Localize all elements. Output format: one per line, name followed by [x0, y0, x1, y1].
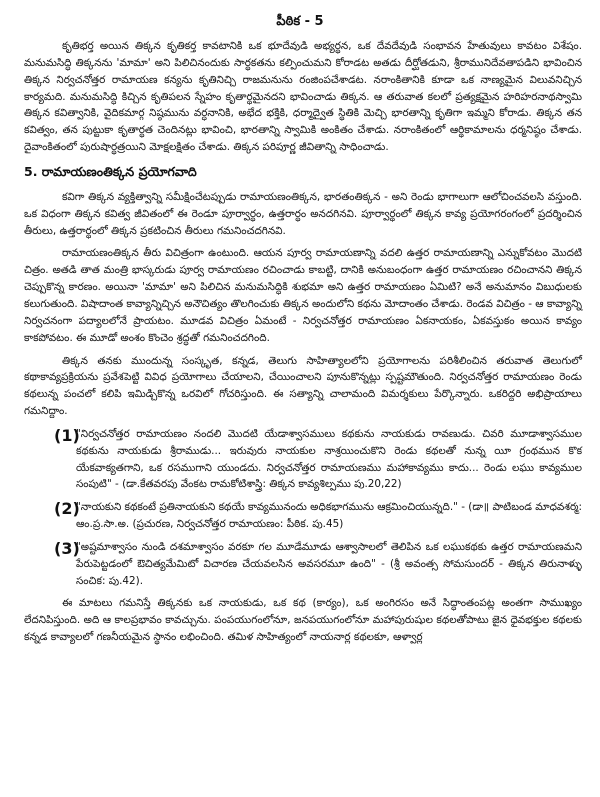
quote-text: "నాయకుని కథకంటే ప్రతినాయకుని కథయే కావ్యమునందు అధికభాగమును ఆక్రమించియున్నది." - (డా॥ పాటిబండ మాధవశర్మ: ఆం.ప్ర.సా.అ. (ప్రచురణ, నిర్వచనోత్తర రామాయణం: పీఠిక. పు.45) [76, 501, 582, 531]
section-heading: 5. రామాయణంతిక్కన ప్రయోగవాది [24, 163, 197, 179]
quote-text: "అష్టమాశ్వాసం నుండి దశమాశ్వాసం వరకూ గల మూడేమూడు ఆశ్వాసాలలో తెలిపిన ఒక లఘుకథకు ఉత్తర రామాయణమని పేరుపెట్టడంలో ఔచిత్యమేమిటో విచారణ చేయవలసిన అవసరమూ ఉంది" - (శ్రీ అవంత్స సోమసుందర్ - తిక్కన తిరునాళ్ళు సంచిక: పు.42). [76, 540, 582, 587]
quote-1 [24, 426, 582, 493]
section-paragraph-2: రామాయణంతిక్కన తీరు విచిత్రంగా ఉంటుంది. ఆయన పూర్వ రామాయణాన్ని వదలి ఉత్తర రామాయణాన్ని ఎన్నుకోవటం మొదటి చిత్రం. అతడి తాత మంత్రి భాస్కరుడు పూర్వ రామాయణం రచించాడు కాబట్టి, దానికి అనుబంధంగా ఉత్తర రామాయణం రచించానని తిక్కన చెప్పుకొన్న కారణం. అయినా 'మామా' అని పిలిచిన మనుమసిద్ధికి శుభమా అని ఉత్తర రామాయణం ఏమిటి? అనే అనుమానం విబుధులకు కలుగుతుంది. విషాదాంత కావ్యాన్నిచ్చిన అనౌచిత్యం తొలగించుకు తిక్కన అందులోని కథను మోదాంతం చేశాడు. రెండవ విచిత్రం - ఆ కావ్యాన్ని నిర్వచనంగా పద్యాలలోనే ప్రాయటం. మూడవ విచిత్రం ఏమంటే - నిర్వచనోత్తర రామాయణం ఏకనాయకం, ఏకవస్తుకం అయిన కావ్యం కాకపోవటం. ఈ మూడో అంశం కొంచెం శ్రద్ధతో గమనించదగింది. [24, 247, 583, 344]
section-paragraph-3: తిక్కన తనకు ముందున్న సంస్కృత, కన్నడ, తెలుగు సాహిత్యాలలోని ప్రయోగాలను పరిశీలించిన తరువాత తెలుగులో కథాకావ్యప్రక్రియను ప్రవేశపెట్టి వివిధ ప్రయోగాలు చేయాలని, చేయించాలని పూనుకొన్నట్లు స్పష్టమౌతుంది. నిర్వచనోత్తర రామాయణం రెండు కథలున్న పంచలో కలిపి ఇమిడ్చికొన్న ఒరవిలో గోచరిస్తుంది. ఈ సత్యాన్ని చాలామంది విమర్శకులు పేర్కొన్నారు. ఒకరిద్దరి అభిప్రాయాలు గమనిద్దాం. [24, 354, 582, 418]
quote-2 [24, 499, 582, 533]
quote-number: (3) [54, 538, 80, 558]
section-paragraph-1: కవిగా తిక్కన వ్యక్తిత్వాన్ని సమీక్షించేటప్పుడు రామాయణంతిక్కన, భారతంతిక్కన - అని రెండు భాగాలుగా ఆలోచించవలసి వస్తుంది. ఒక విధంగా తిక్కన కవిత్వ జీవితంలో ఈ రెండూ పూర్వార్థం, ఉత్తరార్థం అనదగినవి. పూర్వార్థంలో తిక్కన కావ్య ప్రయోగరంగంలో ప్రదర్శించిన తీరులు, ఉత్తరార్థంలో తిక్కన ప్రకటించిన తీరులు గమనించదగినవి. [24, 190, 582, 237]
quote-text: "నిర్వచనోత్తర రామాయణం నందలి మొదటి యేడాశ్వాసములు కథకును నాయకుడు రావణుడు. చివరి మూడాశ్వాసముల కథకును నాయకుడు శ్రీరాముడు... ఇరువురు నాయకుల నాశ్రయించుకొని రెండు కథలతో నున్న యీ గ్రంథమున కొక యేకవాక్యతగాని, ఒక రసముగాని యుండదు. నిర్వచనోత్తర రామాయణము మహాకావ్యము కాదు... రెండు లఘు కావ్యముల సంపుటి" - (డా.కేతవరపు వేంకట రామకోటిశాస్త్రి: తిక్కన కావ్యశిల్పము పు.20,22) [76, 427, 582, 491]
page-content [24, 38, 582, 652]
quote-3 [24, 539, 582, 590]
quote-number: (2) [54, 499, 80, 519]
page-header: పీఠిక - 5 [276, 14, 324, 29]
quote-number: (1) [54, 425, 80, 445]
paragraph-intro: కృతిభర్త అయిన తిక్కన కృతికర్త కావటానికి ఒక భూదేవుడి అభ్యర్థన, ఒక దేవదేవుడి సంభావన హేతువులు కావటం విశేషం. మనుమసిద్ధి తిక్కనను 'మామా' అని పిలిచినందుకు సార్థకతను కల్పించుమని కోరాడట అతడు దీర్ఘోతడుని, శ్రీరామునిదేవతాపడిని భావించిన తిక్కన నిర్వచనోత్తర రామాయణ కన్యను కృతినిచ్చి రాజమనును రంజింపచేశాడట. నరాంకితానికి కూడా ఒక నాణ్యమైన విలువనిచ్చిన కార్యమది. మనుమసిద్ధి కిచ్చిన కృతిపలన స్నేహం కృతార్థమైనదని భావించాడు తిక్కన. ఆ తరువాత కలలో ప్రత్యక్షమైన హరిహరనాథస్వామి తిక్కన కవిత్వానికి, వైదికమార్గ నిష్ఠమును వర్ధనానికి, అభేద భక్తికి, ధర్మాద్వైత స్థితికి మెచ్చి భారతాన్ని కృతిగా ఇమ్మని కోరాడు. తిక్కన తన కవిత్వం, తన పుట్టుకా కృతార్థత చెందినట్లు భావించి, భారతాన్ని స్వామికి అంకితం చేశాడు. నరాంకితంలో ఆర్థికామాలను ధర్మనిష్ఠం చేశాడు. దైవాంకితంలో పురుషార్థత్రయిని మోక్షలక్షితం చేశాడు. తిక్కన పరిపూర్ణ జీవితాన్ని సాధించాడు. [24, 40, 582, 154]
closing-paragraph: ఈ మాటలు గమనిస్తే తిక్కనకు ఒక నాయకుడు, ఒక కథ (కార్యం), ఒక అంగిరసం అనే సిద్ధాంతంపట్ల అంతగా సాముఖ్యం లేదనిపిస్తుంది. అది ఆ కాలప్రభావం కావచ్చును. పంపయుగంలోనూ, జనపయుగంలోనూ మహాపురుషుల కథలతోపాటు జైన ధైవభక్తుల కథలకు కన్నడ కావ్యాలలో గణనీయమైన స్థానం లభించింది. తమిళ సాహిత్యంలో నాయనార్ల కథలకూ, ఆళ్వార్ల [24, 597, 582, 644]
